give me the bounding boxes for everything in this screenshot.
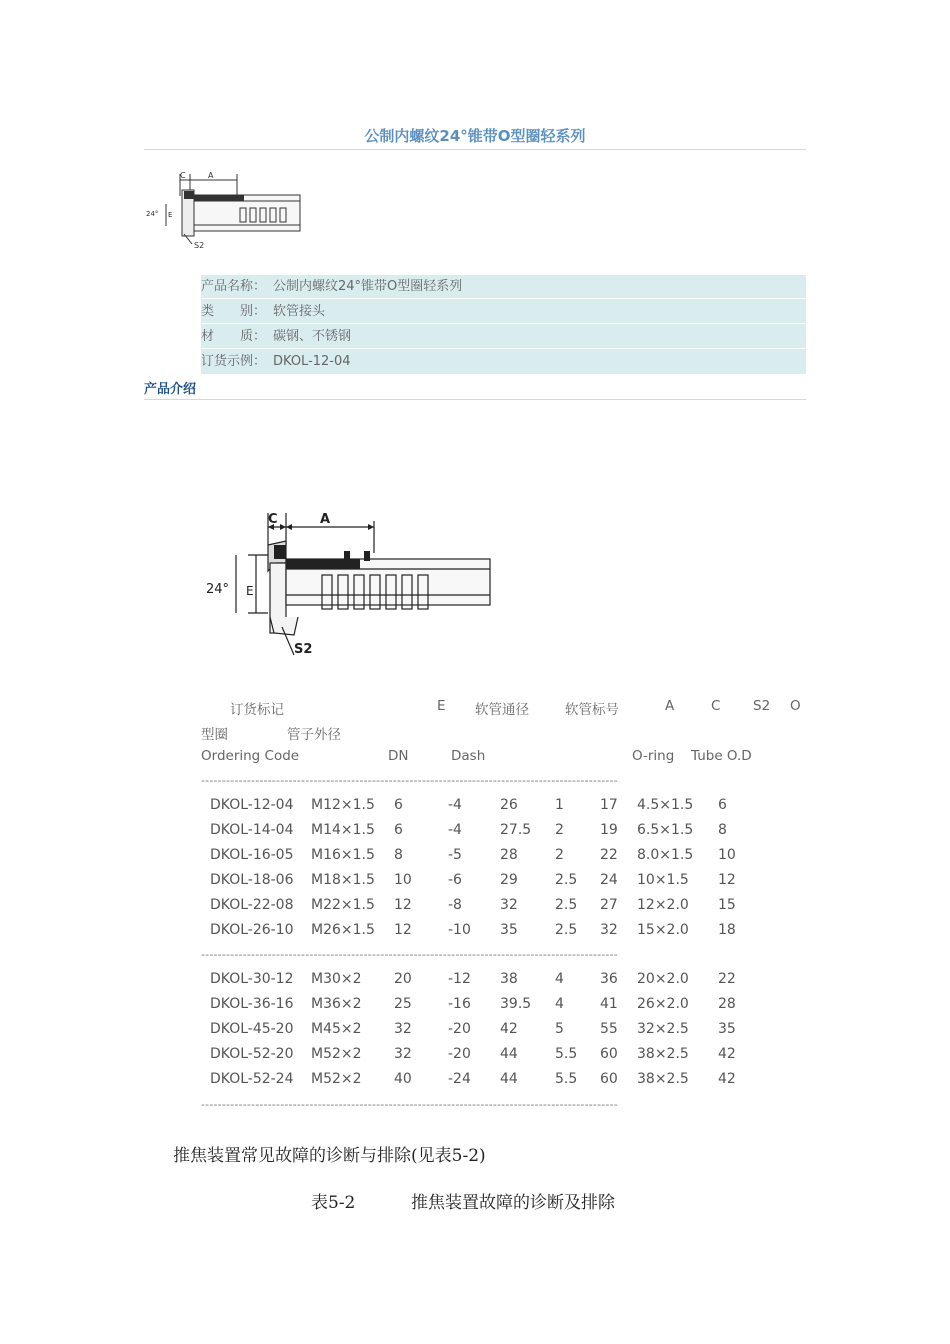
cell-dash: -24 [448,1071,471,1087]
cell-s2: 22 [600,847,618,863]
cell-o-ring: 15×2.0 [637,922,689,938]
cell-dn: 6 [394,797,403,813]
header-o-ring-cn: 型圈 [201,727,228,743]
header-o: O [790,698,801,714]
fitting-dimension-diagram [204,505,504,665]
header-ordering-code: Ordering Code [201,748,300,764]
cell-dash: -6 [448,872,462,888]
cell-dash: -20 [448,1021,471,1037]
dim-label-e: E [246,584,254,598]
cell-dn: 12 [394,897,412,913]
body-paragraph: 推焦装置常见故障的诊断与排除(见表5-2) [173,1146,486,1166]
header-dash: Dash [451,748,486,764]
cell-tube-od: 10 [718,847,736,863]
cell-ordering-code: DKOL-52-24 [210,1071,294,1087]
header-hose-dash: 软管标号 [565,702,619,718]
thumb-label-s2: S2 [194,241,205,250]
info-value: 软管接头 [273,304,326,319]
thumb-label-a: A [208,171,214,180]
section-divider [144,399,806,400]
header-s2: S2 [753,698,771,714]
cell-c: 1 [555,797,564,813]
cell-dash: -4 [448,822,462,838]
page-title: 公制内螺纹24°锥带O型圈轻系列 [364,127,586,145]
cell-thread-e: M18×1.5 [311,872,375,888]
dim-label-a: A [320,512,331,527]
cell-dash: -20 [448,1046,471,1062]
cell-o-ring: 38×2.5 [637,1046,689,1062]
table-caption: 推焦装置故障的诊断及排除 [411,1193,615,1213]
cell-c: 4 [555,996,564,1012]
title-divider [144,149,806,150]
header-e: E [437,698,446,714]
cell-tube-od: 18 [718,922,736,938]
product-info-box [201,275,806,374]
info-row-category [201,300,806,324]
cell-c: 2 [555,822,564,838]
cell-dn: 12 [394,922,412,938]
thumb-label-e: E [168,211,173,219]
cell-thread-e: M36×2 [311,996,362,1012]
cell-dn: 32 [394,1046,412,1062]
cell-c: 2 [555,847,564,863]
cell-ordering-code: DKOL-22-08 [210,897,294,913]
cell-thread-e: M12×1.5 [311,797,375,813]
cell-s2: 55 [600,1021,618,1037]
dim-label-s2: S2 [294,642,313,657]
cell-o-ring: 8.0×1.5 [637,847,694,863]
cell-c: 5 [555,1021,564,1037]
cell-a: 28 [500,847,518,863]
cell-thread-e: M52×2 [311,1071,362,1087]
info-value: DKOL-12-04 [273,354,351,369]
cell-dash: -5 [448,847,462,863]
cell-ordering-code: DKOL-30-12 [210,971,294,987]
dim-label-c: C [268,512,278,527]
cell-a: 44 [500,1046,518,1062]
cell-dn: 8 [394,847,403,863]
cell-thread-e: M30×2 [311,971,362,987]
table-separator: ---------------------------------------------------------------------------------------------------- [201,1098,618,1111]
cell-dash: -12 [448,971,471,987]
cell-a: 26 [500,797,518,813]
cell-dn: 40 [394,1071,412,1087]
cell-s2: 32 [600,922,618,938]
dim-label-angle: 24° [206,582,230,597]
info-value: 碳钢、不锈钢 [273,329,352,344]
cell-s2: 60 [600,1071,618,1087]
cell-c: 2.5 [555,872,578,888]
cell-tube-od: 42 [718,1046,736,1062]
info-key: 订货示例： [201,354,267,369]
header-tube-od: Tube O.D [691,748,752,764]
table-separator: ---------------------------------------------------------------------------------------------------- [201,774,618,787]
cell-thread-e: M52×2 [311,1046,362,1062]
cell-s2: 19 [600,822,618,838]
cell-ordering-code: DKOL-36-16 [210,996,294,1012]
cell-ordering-code: DKOL-12-04 [210,797,294,813]
table-separator: ---------------------------------------------------------------------------------------------------- [201,948,618,961]
cell-a: 32 [500,897,518,913]
cell-o-ring: 4.5×1.5 [637,797,694,813]
header-ordering-mark: 订货标记 [230,702,284,718]
cell-thread-e: M45×2 [311,1021,362,1037]
cell-o-ring: 12×2.0 [637,897,689,913]
cell-dash: -8 [448,897,462,913]
cell-tube-od: 6 [718,797,727,813]
header-c: C [711,698,721,714]
cell-s2: 24 [600,872,618,888]
cell-a: 29 [500,872,518,888]
cell-dn: 32 [394,1021,412,1037]
cell-a: 42 [500,1021,518,1037]
cell-s2: 27 [600,897,618,913]
thumb-label-angle: 24° [146,210,159,218]
cell-tube-od: 28 [718,996,736,1012]
cell-thread-e: M26×1.5 [311,922,375,938]
cell-tube-od: 12 [718,872,736,888]
cell-tube-od: 42 [718,1071,736,1087]
cell-ordering-code: DKOL-52-20 [210,1046,294,1062]
cell-dn: 10 [394,872,412,888]
header-hose-bore: 软管通径 [475,702,529,718]
cell-dash: -16 [448,996,471,1012]
cell-thread-e: M22×1.5 [311,897,375,913]
cell-a: 44 [500,1071,518,1087]
cell-s2: 36 [600,971,618,987]
cell-thread-e: M16×1.5 [311,847,375,863]
header-o-ring: O-ring [632,748,675,764]
cell-o-ring: 6.5×1.5 [637,822,694,838]
cell-o-ring: 20×2.0 [637,971,689,987]
cell-s2: 60 [600,1046,618,1062]
cell-ordering-code: DKOL-26-10 [210,922,294,938]
info-row-name [201,275,806,299]
cell-s2: 17 [600,797,618,813]
cell-dn: 6 [394,822,403,838]
cell-dash: -4 [448,797,462,813]
cell-dn: 20 [394,971,412,987]
info-row-material [201,325,806,349]
info-key: 产品名称： [201,279,267,294]
cell-c: 5.5 [555,1071,578,1087]
header-a: A [665,698,675,714]
cell-a: 39.5 [500,996,532,1012]
cell-tube-od: 15 [718,897,736,913]
cell-dn: 25 [394,996,412,1012]
cell-s2: 41 [600,996,618,1012]
cell-o-ring: 38×2.5 [637,1071,689,1087]
cell-o-ring: 10×1.5 [637,872,689,888]
thumb-label-c: C [180,171,186,180]
cell-ordering-code: DKOL-18-06 [210,872,294,888]
cell-c: 4 [555,971,564,987]
cell-o-ring: 26×2.0 [637,996,689,1012]
cell-a: 38 [500,971,518,987]
info-value: 公制内螺纹24°锥带O型圈轻系列 [273,279,463,294]
cell-a: 27.5 [500,822,532,838]
section-title: 产品介绍 [144,382,197,397]
fitting-thumbnail-diagram [144,168,306,254]
table-caption-number: 表5-2 [311,1193,356,1213]
header-dn: DN [388,748,409,764]
cell-tube-od: 22 [718,971,736,987]
cell-c: 2.5 [555,897,578,913]
info-row-order-example [201,350,806,374]
cell-thread-e: M14×1.5 [311,822,375,838]
cell-c: 2.5 [555,922,578,938]
header-tube-od-cn: 管子外径 [287,727,341,743]
cell-ordering-code: DKOL-45-20 [210,1021,294,1037]
info-key: 材 质： [201,329,267,344]
info-key: 类 别： [201,304,267,319]
cell-tube-od: 8 [718,822,727,838]
cell-c: 5.5 [555,1046,578,1062]
cell-dash: -10 [448,922,471,938]
cell-ordering-code: DKOL-16-05 [210,847,294,863]
cell-o-ring: 32×2.5 [637,1021,689,1037]
cell-tube-od: 35 [718,1021,736,1037]
cell-a: 35 [500,922,518,938]
cell-ordering-code: DKOL-14-04 [210,822,294,838]
